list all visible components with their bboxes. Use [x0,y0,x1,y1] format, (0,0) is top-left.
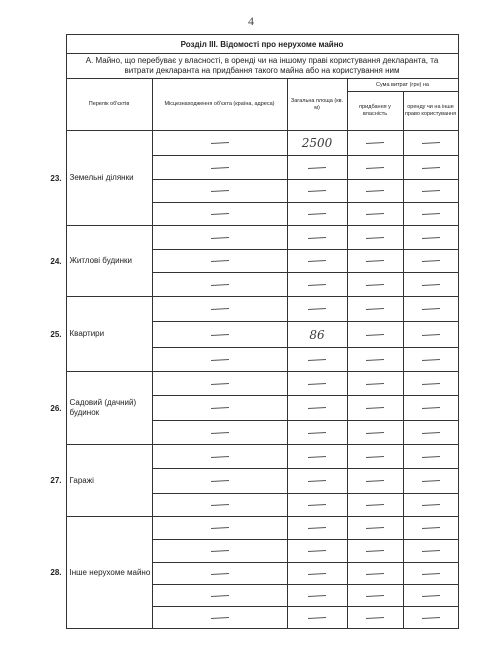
dash-mark [308,595,326,597]
dash-mark [308,383,326,385]
location-cell [152,469,287,494]
dash-mark [421,573,439,575]
dash-mark [366,359,384,361]
area-cell [287,372,347,396]
purchase-cell [347,297,403,322]
location-cell [152,250,287,273]
area-cell [287,607,347,629]
area-cell [287,226,347,250]
purchase-cell [347,396,403,421]
rent-cell [403,203,458,226]
page-number: 4 [248,14,254,28]
rent-cell [403,563,458,585]
area-cell [287,396,347,421]
dash-mark [366,480,384,482]
purchase-cell [347,372,403,396]
location-cell [152,540,287,563]
purchase-cell [347,494,403,517]
dash-mark [210,595,228,597]
rent-cell [403,396,458,421]
dash-mark [366,260,384,262]
table-row [46,372,458,396]
area-cell [287,540,347,563]
dash-mark [421,527,439,529]
location-cell [152,180,287,203]
header-list: Перелік об'єктів [66,79,152,131]
dash-mark [421,595,439,597]
dash-mark [366,308,384,310]
location-cell [152,297,287,322]
purchase-cell [347,540,403,563]
dash-mark [308,504,326,506]
rent-cell [403,348,458,372]
area-cell [287,421,347,445]
dash-mark [366,432,384,434]
dash-mark [366,456,384,458]
dash-mark [421,407,439,409]
location-cell [152,421,287,445]
area-cell [287,585,347,607]
section-number: 23. [50,173,62,183]
section-number: 24. [50,256,62,266]
dash-mark [366,527,384,529]
section-intro: А. Майно, що перебуває у власності, в оренді чи на іншому праві користування декларанта, та витрати декларанта на придбання такого майна або на користування ним [66,54,458,79]
section-label: Садовий (дачний) будинок [66,372,152,445]
rent-cell [403,322,458,348]
dash-mark [421,432,439,434]
dash-mark [210,334,228,336]
purchase-cell [347,421,403,445]
section-label: Гаражі [66,445,152,517]
dash-mark [366,237,384,239]
dash-mark [421,190,439,192]
dash-mark [210,167,228,169]
dash-mark [421,504,439,506]
dash-mark [308,167,326,169]
location-cell [152,273,287,297]
table-row [46,517,458,540]
dash-mark [366,573,384,575]
dash-mark [366,213,384,215]
dash-mark [366,617,384,619]
dash-mark [210,527,228,529]
location-cell [152,585,287,607]
dash-mark [210,504,228,506]
purchase-cell [347,131,403,156]
area-cell [287,156,347,180]
purchase-cell [347,203,403,226]
rent-cell [403,585,458,607]
dash-mark [210,213,228,215]
area-value: 86 [287,322,347,348]
rent-cell [403,297,458,322]
purchase-cell [347,445,403,469]
location-cell [152,156,287,180]
header-purchase: придбання у власність [347,92,403,131]
table-row [46,131,458,156]
dash-mark [210,190,228,192]
rent-cell [403,156,458,180]
rent-cell [403,540,458,563]
dash-mark [366,284,384,286]
real-estate-table [46,34,459,629]
dash-mark [421,237,439,239]
rent-cell [403,494,458,517]
dash-mark [366,167,384,169]
dash-mark [210,573,228,575]
section-number: 26. [50,403,62,413]
dash-mark [421,284,439,286]
dash-mark [366,190,384,192]
rent-cell [403,445,458,469]
purchase-cell [347,180,403,203]
area-cell [287,180,347,203]
location-cell [152,563,287,585]
dash-mark [308,573,326,575]
area-cell [287,250,347,273]
purchase-cell [347,607,403,629]
area-cell [287,494,347,517]
dash-mark [308,407,326,409]
section-label: Земельні ділянки [66,131,152,226]
section-number: 27. [50,476,62,485]
dash-mark [210,407,228,409]
dash-mark [366,550,384,552]
dash-mark [210,142,228,144]
dash-mark [366,142,384,144]
table-row [46,445,458,469]
location-cell [152,348,287,372]
dash-mark [366,383,384,385]
table-row [46,297,458,322]
dash-mark [210,383,228,385]
header-area: Загальна площа (кв. м) [287,79,347,131]
dash-mark [421,480,439,482]
dash-mark [210,237,228,239]
location-cell [152,203,287,226]
dash-mark [421,213,439,215]
rent-cell [403,469,458,494]
rent-cell [403,273,458,297]
dash-mark [421,359,439,361]
dash-mark [308,260,326,262]
location-cell [152,226,287,250]
dash-mark [210,456,228,458]
rent-cell [403,180,458,203]
dash-mark [308,527,326,529]
purchase-cell [347,563,403,585]
purchase-cell [347,469,403,494]
dash-mark [421,142,439,144]
area-cell [287,563,347,585]
location-cell [152,131,287,156]
location-cell [152,322,287,348]
section-label: Інше нерухоме майно [66,517,152,629]
dash-mark [366,334,384,336]
purchase-cell [347,322,403,348]
area-cell [287,297,347,322]
dash-mark [210,480,228,482]
rent-cell [403,517,458,540]
purchase-cell [347,273,403,297]
dash-mark [308,190,326,192]
dash-mark [308,617,326,619]
area-cell [287,348,347,372]
dash-mark [308,237,326,239]
area-cell [287,517,347,540]
dash-mark [308,308,326,310]
location-cell [152,517,287,540]
dash-mark [421,334,439,336]
dash-mark [210,359,228,361]
location-cell [152,445,287,469]
location-cell [152,607,287,629]
header-location: Місцезнаходження об'єкта (країна, адреса) [152,79,287,131]
dash-mark [308,480,326,482]
dash-mark [421,167,439,169]
dash-mark [308,359,326,361]
dash-mark [421,550,439,552]
dash-mark [366,595,384,597]
purchase-cell [347,226,403,250]
dash-mark [308,213,326,215]
dash-mark [421,260,439,262]
table-row [46,226,458,250]
section-label: Житлові будинки [66,226,152,297]
area-cell [287,445,347,469]
dash-mark [308,432,326,434]
dash-mark [421,383,439,385]
header-costs: Сума витрат (грн) на [347,79,458,92]
purchase-cell [347,348,403,372]
purchase-cell [347,250,403,273]
dash-mark [421,308,439,310]
rent-cell [403,131,458,156]
section-label: Квартири [66,297,152,372]
purchase-cell [347,585,403,607]
purchase-cell [347,517,403,540]
rent-cell [403,607,458,629]
section-number: 28. [50,568,62,577]
area-value: 2500 [287,131,347,156]
dash-mark [366,407,384,409]
dash-mark [308,550,326,552]
dash-mark [210,308,228,310]
dash-mark [366,504,384,506]
location-cell [152,372,287,396]
dash-mark [210,617,228,619]
dash-mark [210,260,228,262]
dash-mark [421,617,439,619]
rent-cell [403,250,458,273]
dash-mark [308,284,326,286]
area-cell [287,273,347,297]
dash-mark [308,456,326,458]
dash-mark [210,550,228,552]
location-cell [152,494,287,517]
purchase-cell [347,156,403,180]
area-cell [287,469,347,494]
section-number: 25. [50,329,62,339]
area-cell [287,203,347,226]
rent-cell [403,421,458,445]
location-cell [152,396,287,421]
dash-mark [421,456,439,458]
dash-mark [210,284,228,286]
rent-cell [403,226,458,250]
header-rent: оренду чи на інше право користування [403,92,458,131]
section-title: Розділ ІІІ. Відомості про нерухоме майно [66,35,458,54]
rent-cell [403,372,458,396]
dash-mark [210,432,228,434]
